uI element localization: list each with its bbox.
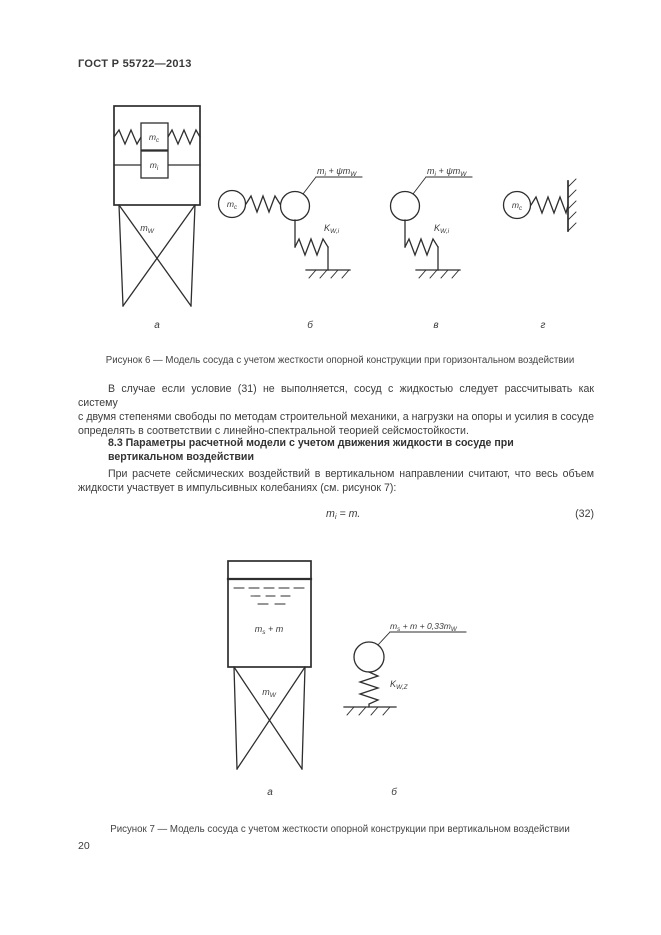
heading-line: 8.3 Параметры расчетной модели с учетом движения жидкости в сосуде при <box>108 437 514 449</box>
mass-mc-label: $m_c$ <box>148 132 160 145</box>
support-lattice <box>119 205 195 306</box>
ground-hatch <box>306 270 350 278</box>
figure7-caption: Рисунок 7 — Модель сосуда с учетом жесткости опорной конструкции при вертикальном воздействии <box>110 824 570 835</box>
total-mass-label: $m_s + m + 0,33m_W$ <box>390 621 457 634</box>
paragraph-line: жидкости участвует в импульсивных колебаниях (см. рисунок 7): <box>78 482 397 494</box>
impulsive-mass-circle <box>281 192 310 221</box>
ground-hatch <box>344 707 396 715</box>
mass-mc-label: $m_c$ <box>511 200 523 213</box>
paragraph-line: определять в соответствии с линейно-спектральной теорией сейсмостойкости. <box>78 425 469 437</box>
fig6-model-b <box>219 166 363 331</box>
fig7-sublabel-b: б <box>391 787 397 798</box>
paragraph-1 <box>78 382 594 438</box>
equation-number: (32) <box>575 508 594 520</box>
equation-formula: $m_i = m$. <box>326 508 361 521</box>
support-mass-label: $m_W$ <box>262 687 276 700</box>
fig7-model-a <box>228 561 311 798</box>
figure6-caption: Рисунок 6 — Модель сосуда с учетом жесткости опорной конструкции при горизонтальном воздействии <box>105 355 575 366</box>
figure7-diagram <box>180 550 500 810</box>
fig6-model-g <box>504 179 577 331</box>
vessel-body <box>228 561 311 667</box>
impulsive-mass-label: $m_i + \psi m_W$ <box>317 166 357 179</box>
total-mass-circle <box>354 642 384 672</box>
paragraph-line: В случае если условие (31) не выполняется, сосуд с жидкостью следует рассчитывать как систему <box>78 383 594 409</box>
leader-line <box>413 177 426 194</box>
support-mass-label: $m_W$ <box>140 223 154 236</box>
fig7-sublabel-a: а <box>267 787 273 798</box>
leader-line <box>377 632 390 646</box>
mass-mi-label: $m_i$ <box>149 160 159 173</box>
spring-right-icon <box>168 130 200 144</box>
fig6-sublabel-a: а <box>154 320 160 331</box>
spring-left-icon <box>114 130 141 144</box>
impulsive-mass-label: $m_i + \psi m_W$ <box>427 166 467 179</box>
stiffness-kwi-label: $K_{W,i}$ <box>434 223 450 236</box>
fig7-model-b <box>344 621 466 798</box>
stiffness-kwz-label: $K_{W,Z}$ <box>390 679 408 692</box>
fig6-sublabel-g: г <box>540 320 546 331</box>
impulsive-mass-circle <box>391 192 420 221</box>
stiffness-kwi-label: $K_{W,i}$ <box>324 223 340 236</box>
document-code-header: ГОСТ Р 55722—2013 <box>78 58 192 70</box>
equation-32-row <box>78 508 594 522</box>
paragraph-line: с двумя степенями свободы по методам строительной механики, а нагрузки на опоры и усилия в сосуде <box>78 411 594 423</box>
fig6-model-v <box>391 166 473 331</box>
paragraph-line: При расчете сейсмических воздействий в вертикальном направлении считают, что весь объем <box>108 468 594 480</box>
wall-hatch <box>568 179 576 231</box>
support-lattice <box>234 667 305 769</box>
paragraph-2 <box>78 467 594 495</box>
fig6-sublabel-b: б <box>307 320 313 331</box>
spring-icon <box>246 196 280 212</box>
page-number: 20 <box>78 840 90 852</box>
ground-hatch <box>416 270 460 278</box>
fig6-model-a <box>114 106 200 331</box>
vertical-spring-icon <box>360 672 378 707</box>
fig6-sublabel-v: в <box>433 320 439 331</box>
mass-mc-label: $m_c$ <box>226 199 238 212</box>
support-spring-icon <box>405 239 438 255</box>
figure6-diagram <box>60 95 600 345</box>
leader-line <box>303 177 316 194</box>
support-spring-icon <box>295 239 328 255</box>
heading-line: вертикальном воздействии <box>108 451 254 463</box>
section-heading-8-3 <box>78 436 594 464</box>
liquid-level-dashes <box>234 588 304 604</box>
spring-icon <box>531 197 568 213</box>
vessel-mass-label: $m_s + m$ <box>254 624 284 637</box>
